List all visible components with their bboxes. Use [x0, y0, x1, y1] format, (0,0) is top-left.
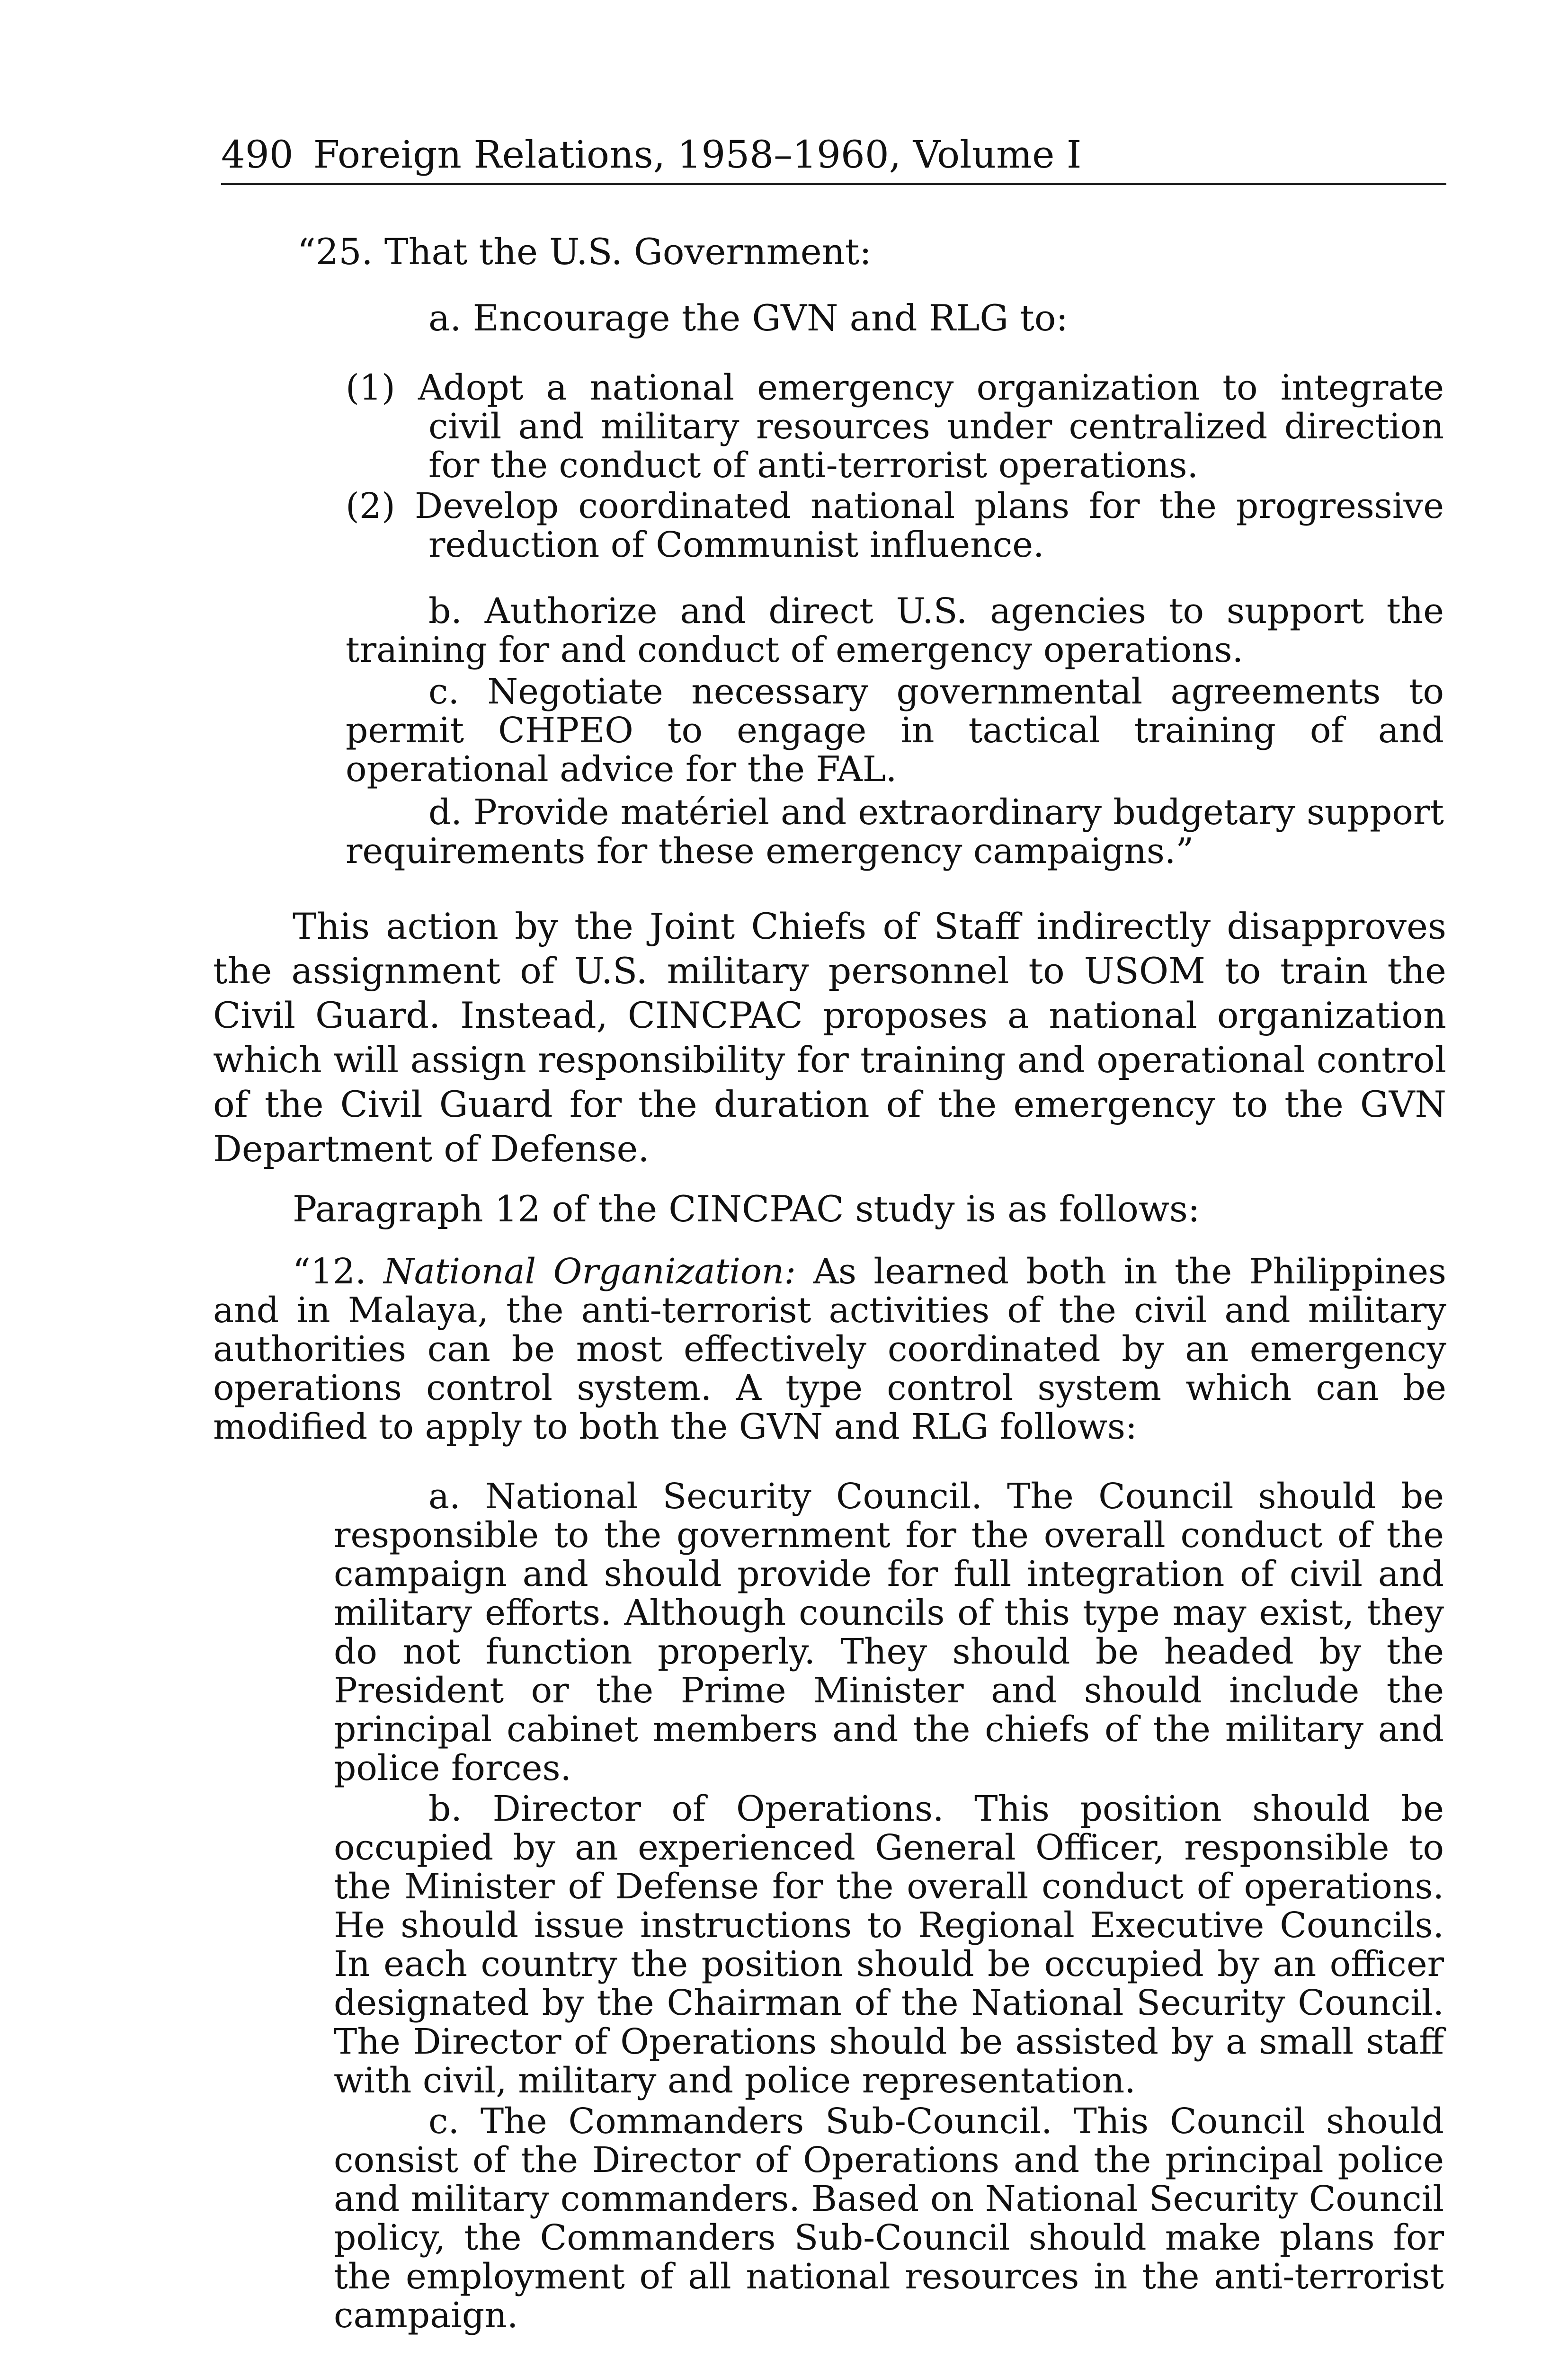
paragraph-12-body: As learned both in the Philippines and in Malaya, the anti-terrorist activities of the civil and military authorities can be most effectively coordinated by an emergency operations control system. A type control system which can be modified to apply to both the GVN and RLG follows:	[213, 1251, 1446, 1447]
paragraph-12-text	[213, 1252, 1446, 1446]
paragraph-12-intro: Paragraph 12 of the CINCPAC study is as follows:	[293, 1188, 1200, 1230]
paragraph-jcs-action: This action by the Joint Chiefs of Staff indirectly disapproves the assignment of U.S. military personnel to USOM to train the Civil Guard. Instead, CINCPAC proposes a national organization which will assign responsibility for training and operational control of the Civil Guard for the duration of the emergency to the GVN Department of Defense.	[213, 905, 1446, 1170]
volume-title: Foreign Relations, 1958–1960, Volume I	[313, 133, 1082, 177]
running-head	[221, 127, 1446, 185]
recommendation-25-d: d. Provide matériel and extraordinary budgetary support requirements for these emergency campaigns.”	[346, 792, 1444, 872]
recommendation-25-b: b. Authorize and direct U.S. agencies to support the training for and conduct of emergency operations.	[346, 591, 1444, 670]
recommendation-25-a-intro: a. Encourage the GVN and RLG to:	[428, 297, 1069, 339]
paragraph-12-c: c. The Commanders Sub-Council. This Council should consist of the Director of Operations and the principal police and military commanders. Based on National Security Council policy, the Commanders Sub-Council should make plans for the employment of all national resources in the anti-terrorist campaign.	[334, 2101, 1444, 2336]
recommendation-25-c: c. Negotiate necessary governmental agreements to permit CHPEO to engage in tactical training of and operational advice for the FAL.	[346, 671, 1444, 790]
recommendation-item-2: (2) Develop coordinated national plans for the progressive reduction of Communist influence.	[346, 486, 1444, 565]
paragraph-12-number: “12.	[293, 1251, 366, 1292]
paragraph-12-a: a. National Security Council. The Council should be responsible to the government for the overall conduct of the campaign and should provide for full integration of civil and military efforts. Although councils of this type may exist, they do not function properly. They should be headed by the President or the Prime Minister and should include the principal cabinet members and the chiefs of the military and police forces.	[334, 1476, 1444, 1789]
paragraph-12-b: b. Director of Operations. This position should be occupied by an experienced General Officer, responsible to the Minister of Defense for the overall conduct of operations. He should issue instructions to Regional Executive Councils. In each country the position should be occupied by an officer designated by the Chairman of the National Security Council. The Director of Operations should be assisted by a small staff with civil, military and police representation.	[334, 1789, 1444, 2101]
recommendation-25-heading: “25. That the U.S. Government:	[297, 231, 872, 273]
page-number: 490	[221, 133, 294, 177]
recommendation-item-1: (1) Adopt a national emergency organization to integrate civil and military resources under centralized direction for the conduct of anti-terrorist operations.	[346, 367, 1444, 486]
paragraph-12-heading: National Organization:	[383, 1251, 796, 1292]
